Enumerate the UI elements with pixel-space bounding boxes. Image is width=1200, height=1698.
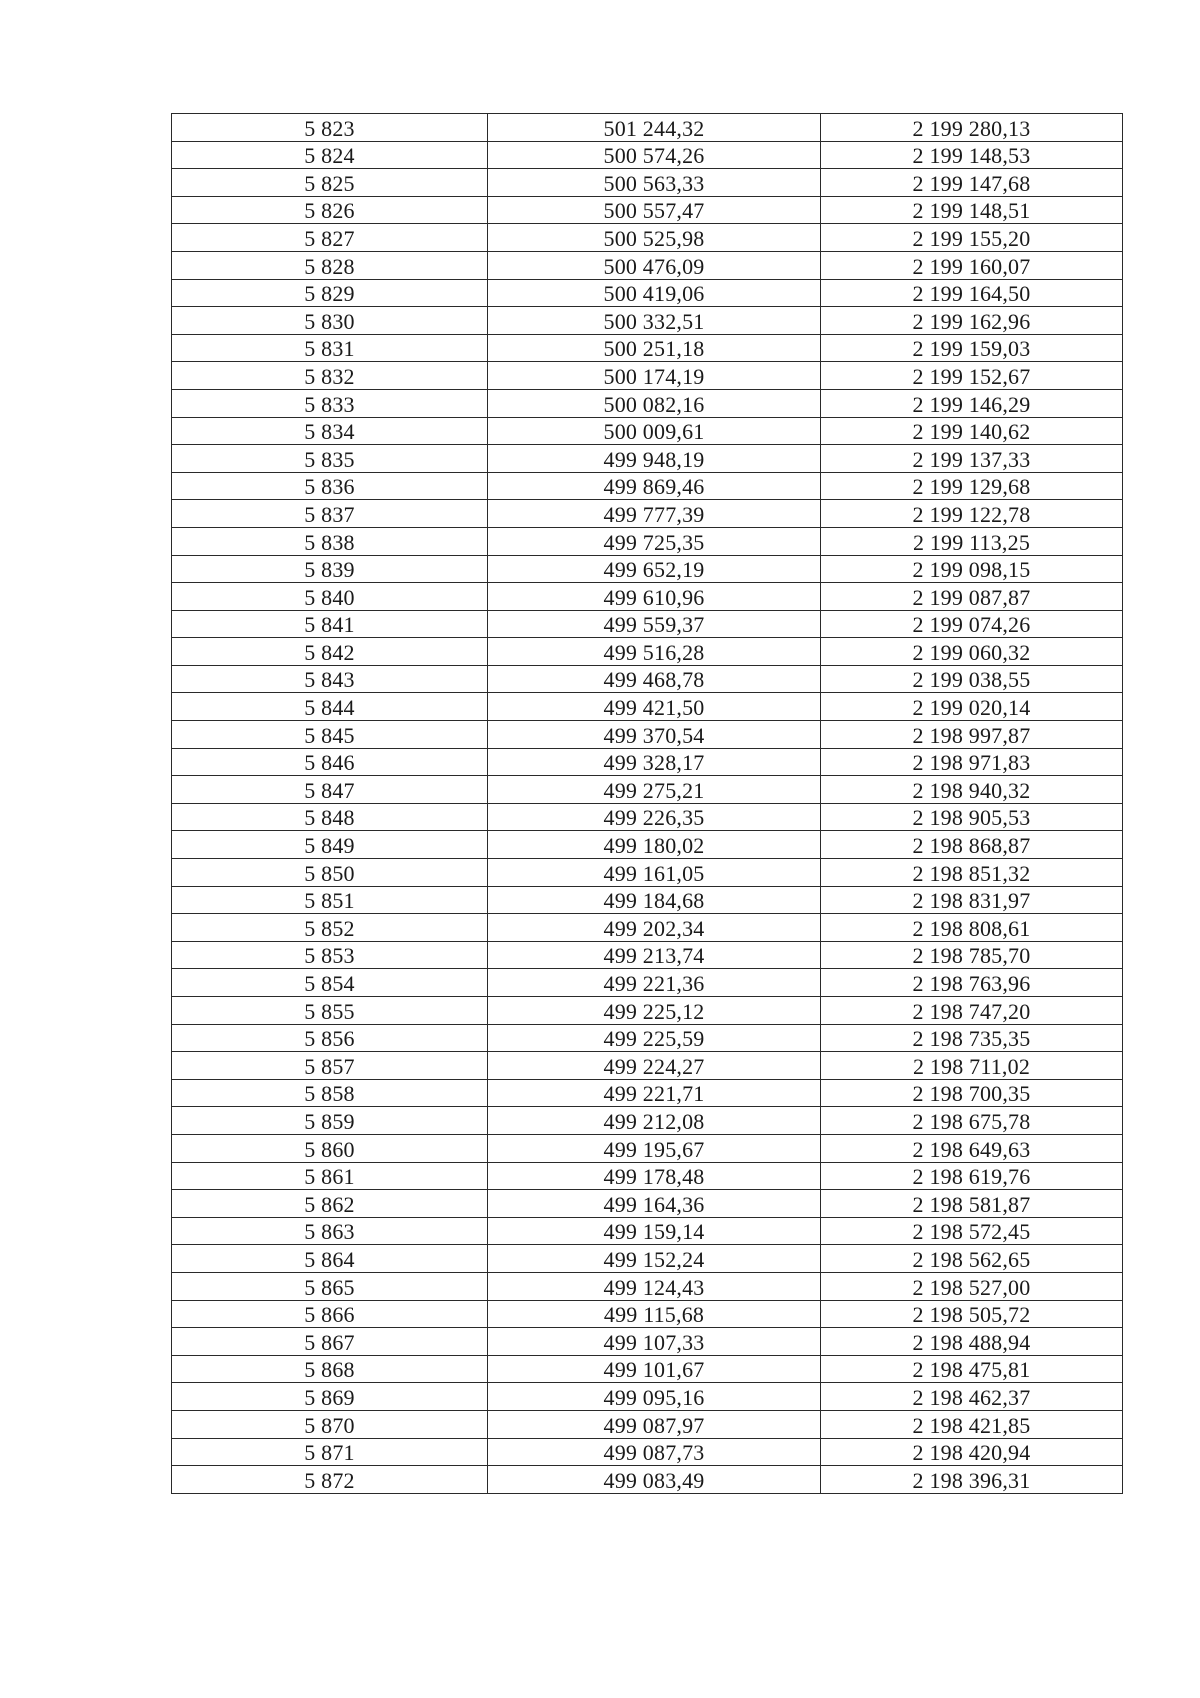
table-row [172, 114, 1123, 142]
y-coordinate-cell: 2 198 505,72 [821, 1300, 1123, 1328]
y-coordinate-cell: 2 198 421,85 [821, 1410, 1123, 1438]
table-row [172, 969, 1123, 997]
point-number-cell: 5 834 [172, 417, 488, 445]
table-row [172, 141, 1123, 169]
y-coordinate-cell: 2 199 137,33 [821, 445, 1123, 473]
table-row [172, 1052, 1123, 1080]
table-row [172, 500, 1123, 528]
table-row [172, 389, 1123, 417]
point-number-cell: 5 855 [172, 997, 488, 1025]
table-row [172, 693, 1123, 721]
x-coordinate-cell: 500 476,09 [488, 251, 821, 279]
table-row [172, 721, 1123, 749]
y-coordinate-cell: 2 198 700,35 [821, 1079, 1123, 1107]
x-coordinate-cell: 499 610,96 [488, 583, 821, 611]
table-row [172, 279, 1123, 307]
point-number-cell: 5 872 [172, 1466, 488, 1494]
y-coordinate-cell: 2 198 572,45 [821, 1217, 1123, 1245]
table-row [172, 1272, 1123, 1300]
x-coordinate-cell: 499 101,67 [488, 1355, 821, 1383]
table-row [172, 1410, 1123, 1438]
point-number-cell: 5 867 [172, 1328, 488, 1356]
x-coordinate-cell: 500 251,18 [488, 334, 821, 362]
point-number-cell: 5 852 [172, 914, 488, 942]
table-row [172, 1107, 1123, 1135]
x-coordinate-cell: 501 244,32 [488, 114, 821, 142]
y-coordinate-cell: 2 199 122,78 [821, 500, 1123, 528]
y-coordinate-cell: 2 198 562,65 [821, 1245, 1123, 1273]
x-coordinate-cell: 500 525,98 [488, 224, 821, 252]
point-number-cell: 5 842 [172, 638, 488, 666]
y-coordinate-cell: 2 199 162,96 [821, 307, 1123, 335]
point-number-cell: 5 826 [172, 196, 488, 224]
table-body [172, 114, 1123, 1494]
table-row [172, 527, 1123, 555]
point-number-cell: 5 848 [172, 803, 488, 831]
y-coordinate-cell: 2 198 711,02 [821, 1052, 1123, 1080]
x-coordinate-cell: 499 213,74 [488, 941, 821, 969]
x-coordinate-cell: 499 161,05 [488, 859, 821, 887]
x-coordinate-cell: 499 275,21 [488, 776, 821, 804]
table-row [172, 1383, 1123, 1411]
point-number-cell: 5 829 [172, 279, 488, 307]
x-coordinate-cell: 499 164,36 [488, 1190, 821, 1218]
x-coordinate-cell: 499 725,35 [488, 527, 821, 555]
x-coordinate-cell: 499 083,49 [488, 1466, 821, 1494]
x-coordinate-cell: 499 159,14 [488, 1217, 821, 1245]
table-row [172, 1245, 1123, 1273]
table-row [172, 1355, 1123, 1383]
point-number-cell: 5 870 [172, 1410, 488, 1438]
x-coordinate-cell: 500 009,61 [488, 417, 821, 445]
x-coordinate-cell: 500 557,47 [488, 196, 821, 224]
x-coordinate-cell: 499 224,27 [488, 1052, 821, 1080]
table-row [172, 196, 1123, 224]
x-coordinate-cell: 499 468,78 [488, 665, 821, 693]
y-coordinate-cell: 2 199 129,68 [821, 472, 1123, 500]
y-coordinate-cell: 2 198 649,63 [821, 1134, 1123, 1162]
table-row [172, 224, 1123, 252]
x-coordinate-cell: 499 221,36 [488, 969, 821, 997]
point-number-cell: 5 827 [172, 224, 488, 252]
table-row [172, 1024, 1123, 1052]
point-number-cell: 5 862 [172, 1190, 488, 1218]
table-row [172, 583, 1123, 611]
table-row [172, 472, 1123, 500]
table-row [172, 1134, 1123, 1162]
point-number-cell: 5 858 [172, 1079, 488, 1107]
x-coordinate-cell: 499 225,59 [488, 1024, 821, 1052]
point-number-cell: 5 828 [172, 251, 488, 279]
point-number-cell: 5 860 [172, 1134, 488, 1162]
table-row [172, 638, 1123, 666]
y-coordinate-cell: 2 198 581,87 [821, 1190, 1123, 1218]
x-coordinate-cell: 499 202,34 [488, 914, 821, 942]
y-coordinate-cell: 2 198 675,78 [821, 1107, 1123, 1135]
y-coordinate-cell: 2 198 997,87 [821, 721, 1123, 749]
point-number-cell: 5 836 [172, 472, 488, 500]
point-number-cell: 5 853 [172, 941, 488, 969]
point-number-cell: 5 864 [172, 1245, 488, 1273]
table-row [172, 417, 1123, 445]
x-coordinate-cell: 499 180,02 [488, 831, 821, 859]
point-number-cell: 5 839 [172, 555, 488, 583]
table-row [172, 307, 1123, 335]
x-coordinate-cell: 499 184,68 [488, 886, 821, 914]
point-number-cell: 5 869 [172, 1383, 488, 1411]
table-row [172, 1217, 1123, 1245]
x-coordinate-cell: 500 574,26 [488, 141, 821, 169]
point-number-cell: 5 845 [172, 721, 488, 749]
y-coordinate-cell: 2 198 747,20 [821, 997, 1123, 1025]
table-row [172, 997, 1123, 1025]
x-coordinate-cell: 500 332,51 [488, 307, 821, 335]
table-row [172, 1438, 1123, 1466]
y-coordinate-cell: 2 198 940,32 [821, 776, 1123, 804]
y-coordinate-cell: 2 199 155,20 [821, 224, 1123, 252]
point-number-cell: 5 837 [172, 500, 488, 528]
point-number-cell: 5 846 [172, 748, 488, 776]
table-row [172, 610, 1123, 638]
table-row [172, 914, 1123, 942]
y-coordinate-cell: 2 198 462,37 [821, 1383, 1123, 1411]
point-number-cell: 5 851 [172, 886, 488, 914]
table-row [172, 859, 1123, 887]
x-coordinate-cell: 499 178,48 [488, 1162, 821, 1190]
point-number-cell: 5 830 [172, 307, 488, 335]
point-number-cell: 5 840 [172, 583, 488, 611]
coordinates-table [171, 113, 1123, 1494]
y-coordinate-cell: 2 198 420,94 [821, 1438, 1123, 1466]
x-coordinate-cell: 500 082,16 [488, 389, 821, 417]
y-coordinate-cell: 2 198 735,35 [821, 1024, 1123, 1052]
y-coordinate-cell: 2 198 527,00 [821, 1272, 1123, 1300]
point-number-cell: 5 857 [172, 1052, 488, 1080]
x-coordinate-cell: 499 225,12 [488, 997, 821, 1025]
point-number-cell: 5 825 [172, 169, 488, 197]
y-coordinate-cell: 2 198 475,81 [821, 1355, 1123, 1383]
y-coordinate-cell: 2 199 280,13 [821, 114, 1123, 142]
point-number-cell: 5 843 [172, 665, 488, 693]
point-number-cell: 5 871 [172, 1438, 488, 1466]
table-row [172, 803, 1123, 831]
point-number-cell: 5 868 [172, 1355, 488, 1383]
x-coordinate-cell: 499 869,46 [488, 472, 821, 500]
x-coordinate-cell: 499 195,67 [488, 1134, 821, 1162]
table-row [172, 1079, 1123, 1107]
coordinates-table-container [171, 113, 1122, 1494]
table-row [172, 831, 1123, 859]
y-coordinate-cell: 2 198 851,32 [821, 859, 1123, 887]
table-row [172, 169, 1123, 197]
table-row [172, 748, 1123, 776]
y-coordinate-cell: 2 199 148,53 [821, 141, 1123, 169]
y-coordinate-cell: 2 199 159,03 [821, 334, 1123, 362]
y-coordinate-cell: 2 199 113,25 [821, 527, 1123, 555]
y-coordinate-cell: 2 199 146,29 [821, 389, 1123, 417]
y-coordinate-cell: 2 198 808,61 [821, 914, 1123, 942]
x-coordinate-cell: 499 221,71 [488, 1079, 821, 1107]
x-coordinate-cell: 500 174,19 [488, 362, 821, 390]
y-coordinate-cell: 2 199 140,62 [821, 417, 1123, 445]
x-coordinate-cell: 500 419,06 [488, 279, 821, 307]
x-coordinate-cell: 499 948,19 [488, 445, 821, 473]
point-number-cell: 5 861 [172, 1162, 488, 1190]
table-row [172, 776, 1123, 804]
y-coordinate-cell: 2 199 148,51 [821, 196, 1123, 224]
x-coordinate-cell: 499 107,33 [488, 1328, 821, 1356]
table-row [172, 251, 1123, 279]
point-number-cell: 5 863 [172, 1217, 488, 1245]
point-number-cell: 5 865 [172, 1272, 488, 1300]
x-coordinate-cell: 499 115,68 [488, 1300, 821, 1328]
table-row [172, 1300, 1123, 1328]
y-coordinate-cell: 2 198 396,31 [821, 1466, 1123, 1494]
y-coordinate-cell: 2 199 087,87 [821, 583, 1123, 611]
y-coordinate-cell: 2 199 020,14 [821, 693, 1123, 721]
x-coordinate-cell: 499 516,28 [488, 638, 821, 666]
x-coordinate-cell: 499 212,08 [488, 1107, 821, 1135]
point-number-cell: 5 847 [172, 776, 488, 804]
point-number-cell: 5 844 [172, 693, 488, 721]
table-row [172, 334, 1123, 362]
x-coordinate-cell: 499 087,97 [488, 1410, 821, 1438]
point-number-cell: 5 850 [172, 859, 488, 887]
y-coordinate-cell: 2 198 488,94 [821, 1328, 1123, 1356]
x-coordinate-cell: 499 152,24 [488, 1245, 821, 1273]
point-number-cell: 5 823 [172, 114, 488, 142]
x-coordinate-cell: 499 652,19 [488, 555, 821, 583]
point-number-cell: 5 835 [172, 445, 488, 473]
table-row [172, 555, 1123, 583]
y-coordinate-cell: 2 198 905,53 [821, 803, 1123, 831]
table-row [172, 886, 1123, 914]
y-coordinate-cell: 2 199 160,07 [821, 251, 1123, 279]
y-coordinate-cell: 2 198 619,76 [821, 1162, 1123, 1190]
point-number-cell: 5 824 [172, 141, 488, 169]
y-coordinate-cell: 2 199 038,55 [821, 665, 1123, 693]
y-coordinate-cell: 2 199 074,26 [821, 610, 1123, 638]
x-coordinate-cell: 500 563,33 [488, 169, 821, 197]
table-row [172, 1190, 1123, 1218]
point-number-cell: 5 849 [172, 831, 488, 859]
x-coordinate-cell: 499 370,54 [488, 721, 821, 749]
table-row [172, 362, 1123, 390]
x-coordinate-cell: 499 328,17 [488, 748, 821, 776]
y-coordinate-cell: 2 198 868,87 [821, 831, 1123, 859]
y-coordinate-cell: 2 199 098,15 [821, 555, 1123, 583]
y-coordinate-cell: 2 199 152,67 [821, 362, 1123, 390]
x-coordinate-cell: 499 559,37 [488, 610, 821, 638]
x-coordinate-cell: 499 777,39 [488, 500, 821, 528]
point-number-cell: 5 866 [172, 1300, 488, 1328]
y-coordinate-cell: 2 198 971,83 [821, 748, 1123, 776]
table-row [172, 665, 1123, 693]
point-number-cell: 5 854 [172, 969, 488, 997]
x-coordinate-cell: 499 421,50 [488, 693, 821, 721]
point-number-cell: 5 859 [172, 1107, 488, 1135]
table-row [172, 445, 1123, 473]
point-number-cell: 5 856 [172, 1024, 488, 1052]
x-coordinate-cell: 499 226,35 [488, 803, 821, 831]
y-coordinate-cell: 2 199 060,32 [821, 638, 1123, 666]
table-row [172, 941, 1123, 969]
x-coordinate-cell: 499 095,16 [488, 1383, 821, 1411]
table-row [172, 1328, 1123, 1356]
point-number-cell: 5 838 [172, 527, 488, 555]
y-coordinate-cell: 2 198 785,70 [821, 941, 1123, 969]
y-coordinate-cell: 2 198 763,96 [821, 969, 1123, 997]
point-number-cell: 5 841 [172, 610, 488, 638]
table-row [172, 1466, 1123, 1494]
point-number-cell: 5 832 [172, 362, 488, 390]
y-coordinate-cell: 2 198 831,97 [821, 886, 1123, 914]
y-coordinate-cell: 2 199 164,50 [821, 279, 1123, 307]
x-coordinate-cell: 499 124,43 [488, 1272, 821, 1300]
y-coordinate-cell: 2 199 147,68 [821, 169, 1123, 197]
table-row [172, 1162, 1123, 1190]
x-coordinate-cell: 499 087,73 [488, 1438, 821, 1466]
point-number-cell: 5 833 [172, 389, 488, 417]
point-number-cell: 5 831 [172, 334, 488, 362]
